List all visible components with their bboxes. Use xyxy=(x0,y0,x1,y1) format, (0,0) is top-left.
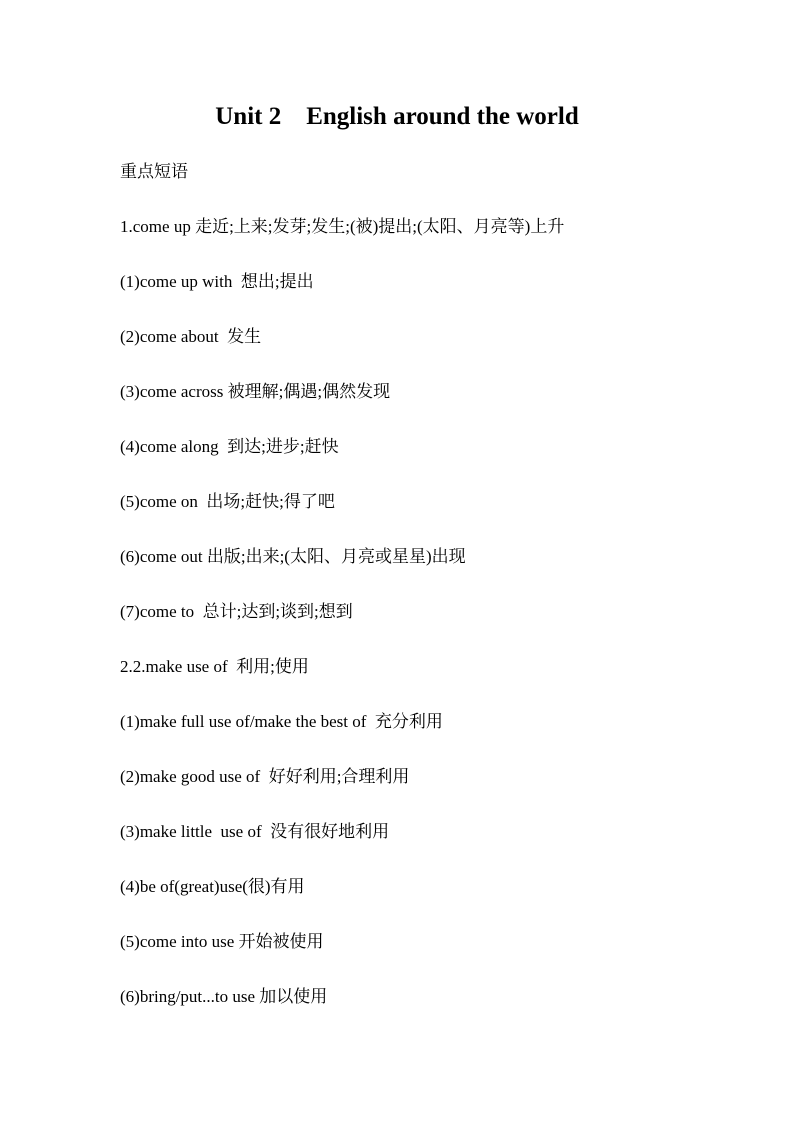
phrase-line: (4)come along 到达;进步;赶快 xyxy=(120,437,339,456)
phrase-line: 1.come up 走近;上来;发芽;发生;(被)提出;(太阳、月亮等)上升 xyxy=(120,217,565,236)
section-heading: 重点短语 xyxy=(120,162,188,181)
phrase-line: (3)come across 被理解;偶遇;偶然发现 xyxy=(120,382,391,401)
phrase-line: (4)be of(great)use(很)有用 xyxy=(120,877,305,896)
phrase-line: (1)come up with 想出;提出 xyxy=(120,272,314,291)
phrase-line: (5)come into use 开始被使用 xyxy=(120,932,324,951)
phrase-line: (5)come on 出场;赶快;得了吧 xyxy=(120,492,335,511)
phrase-line: (2)come about 发生 xyxy=(120,327,262,346)
phrase-line: (2)make good use of 好好利用;合理利用 xyxy=(120,767,410,786)
phrase-line: (7)come to 总计;达到;谈到;想到 xyxy=(120,602,353,621)
document-title: Unit 2 English around the world xyxy=(215,103,579,130)
phrase-line: 2.2.make use of 利用;使用 xyxy=(120,657,309,676)
phrase-line: (6)come out 出版;出来;(太阳、月亮或星星)出现 xyxy=(120,547,466,566)
phrase-line: (1)make full use of/make the best of 充分利用 xyxy=(120,712,443,731)
phrase-line: (6)bring/put...to use 加以使用 xyxy=(120,987,328,1006)
phrase-list xyxy=(120,157,760,1037)
phrase-line: (3)make little use of 没有很好地利用 xyxy=(120,822,390,841)
